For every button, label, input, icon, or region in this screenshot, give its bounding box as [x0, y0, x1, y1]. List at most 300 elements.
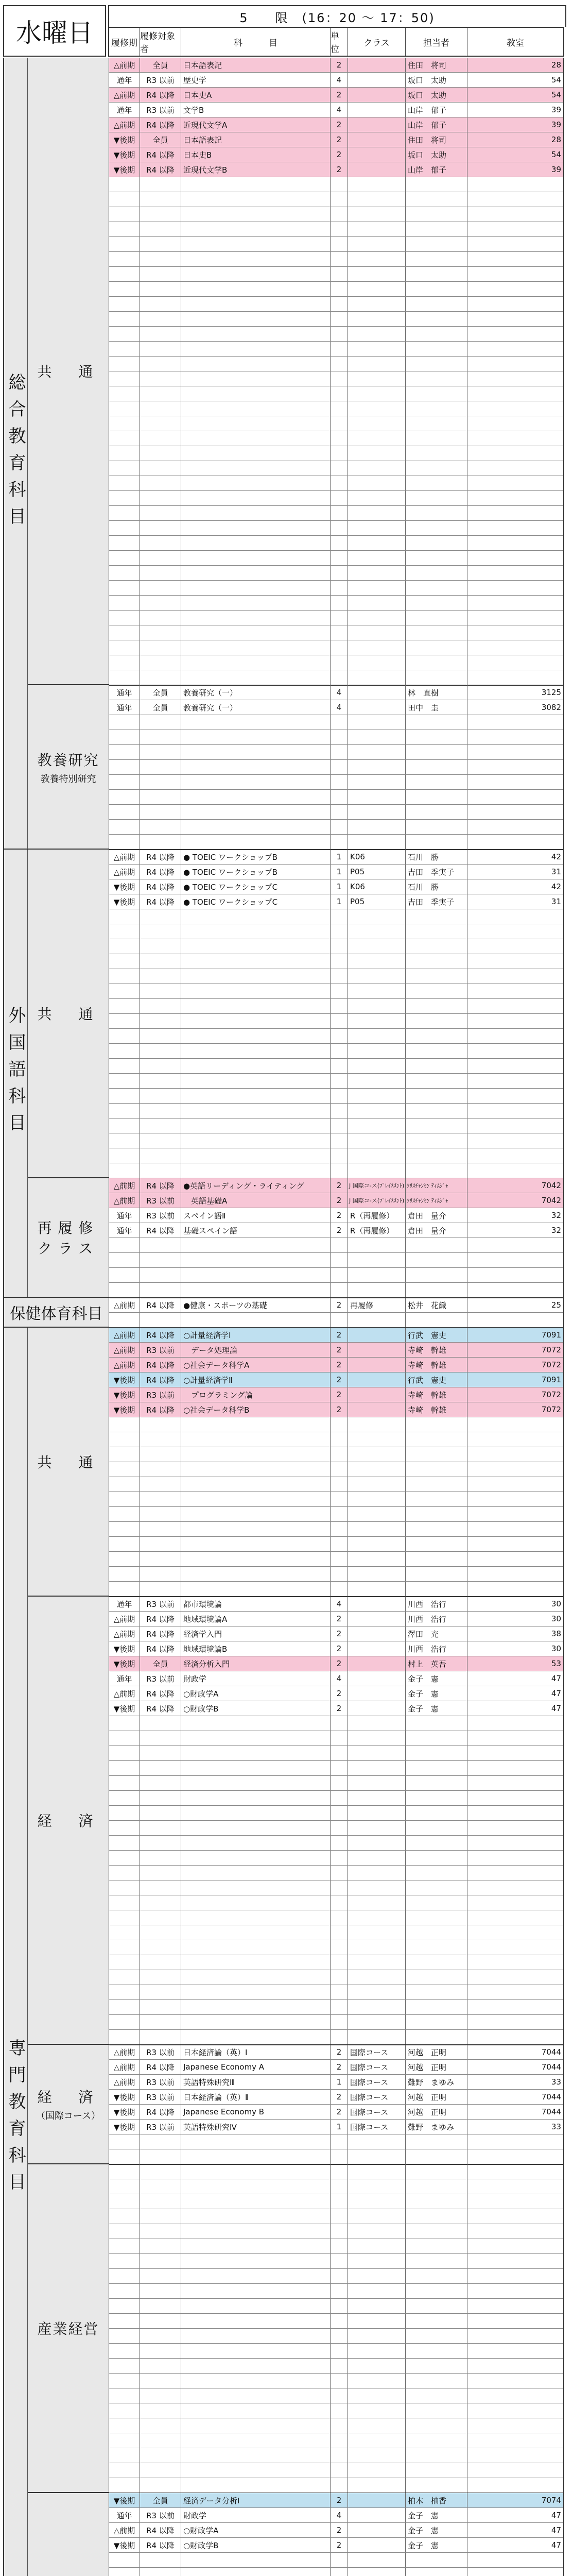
class-cell — [348, 1716, 406, 1731]
term-cell: △前期 — [109, 865, 140, 879]
table-row — [109, 1402, 563, 1417]
room-cell — [467, 566, 563, 580]
empty-row — [109, 2030, 563, 2045]
units-cell — [331, 2015, 348, 2029]
subject-cell — [181, 386, 331, 401]
term-cell — [109, 1851, 140, 1865]
units-cell — [331, 491, 348, 505]
units-cell — [331, 820, 348, 834]
units-cell: 2 — [331, 88, 348, 102]
category-hoken: 保健体育科目 — [4, 1298, 109, 1328]
subject-cell — [181, 2568, 331, 2576]
empty-row — [109, 954, 563, 969]
target-cell: R4 以降 — [140, 865, 181, 879]
class-cell — [348, 461, 406, 476]
target-header: 履修対象者 — [140, 28, 181, 56]
subject-cell: 教養研究（一） — [181, 685, 331, 700]
empty-row — [109, 1148, 563, 1163]
class-cell — [348, 685, 406, 700]
term-cell — [109, 1582, 140, 1596]
target-cell — [140, 1417, 181, 1432]
units-cell — [331, 1462, 348, 1477]
term-cell — [109, 491, 140, 505]
teacher-cell — [406, 177, 467, 192]
term-cell — [109, 1283, 140, 1297]
class-cell: 国際コース — [348, 2105, 406, 2119]
units-cell — [331, 924, 348, 939]
subject-cell — [181, 1537, 331, 1551]
class-cell — [348, 790, 406, 804]
room-cell — [467, 2418, 563, 2433]
subject-cell — [181, 2254, 331, 2268]
term-cell — [109, 521, 140, 535]
target-cell — [140, 1447, 181, 1462]
subject-cell — [181, 1313, 331, 1327]
empty-row — [109, 2164, 563, 2179]
units-cell: 2 — [331, 1343, 348, 1357]
units-cell: 2 — [331, 1298, 348, 1312]
empty-row — [109, 1537, 563, 1552]
target-cell — [140, 2239, 181, 2253]
table-row — [109, 2493, 563, 2508]
table-row — [109, 132, 563, 147]
empty-row — [109, 715, 563, 730]
target-cell — [140, 581, 181, 595]
subject-cell: ● TOEIC ワークショップB — [181, 850, 331, 864]
subject-cell — [181, 207, 331, 222]
units-cell — [331, 297, 348, 311]
subject-cell: ● TOEIC ワークショップC — [181, 879, 331, 894]
class-cell: P05 — [348, 865, 406, 879]
teacher-cell — [406, 1552, 467, 1566]
units-cell — [331, 1895, 348, 1910]
term-cell — [109, 2359, 140, 2373]
room-cell — [467, 2299, 563, 2313]
target-cell — [140, 2209, 181, 2224]
subject-cell — [181, 192, 331, 207]
units-cell: 1 — [331, 865, 348, 879]
subject-cell — [181, 1836, 331, 1850]
room-cell — [467, 1776, 563, 1790]
subject-cell — [181, 237, 331, 251]
class-cell — [348, 1059, 406, 1073]
class-cell — [348, 2388, 406, 2403]
teacher-cell — [406, 2194, 467, 2209]
target-cell: R4 以降 — [140, 1298, 181, 1312]
subject-cell — [181, 1761, 331, 1775]
units-cell — [331, 805, 348, 819]
empty-row — [109, 1955, 563, 1970]
empty-row — [109, 581, 563, 596]
target-cell — [140, 2164, 181, 2179]
term-cell: ▼後期 — [109, 1641, 140, 1656]
teacher-cell — [406, 2448, 467, 2463]
class-cell — [348, 2209, 406, 2224]
subject-cell — [181, 655, 331, 670]
empty-row — [109, 1492, 563, 1507]
room-cell — [467, 2448, 563, 2463]
subject-cell — [181, 1492, 331, 1506]
target-cell — [140, 1104, 181, 1118]
room-cell — [467, 1880, 563, 1895]
empty-row — [109, 1567, 563, 1582]
empty-row — [109, 1851, 563, 1866]
units-cell — [331, 730, 348, 744]
class-cell — [348, 431, 406, 446]
empty-row — [109, 670, 563, 685]
term-cell — [109, 655, 140, 670]
target-cell: R4 以降 — [140, 2060, 181, 2074]
subject-cell — [181, 1118, 331, 1133]
empty-row — [109, 2448, 563, 2463]
class-cell — [348, 1552, 406, 1566]
subject-cell — [181, 581, 331, 595]
target-cell — [140, 2254, 181, 2268]
target-cell: 全員 — [140, 685, 181, 700]
table-row — [109, 1358, 563, 1372]
empty-row — [109, 2344, 563, 2359]
target-cell: R4 以降 — [140, 2538, 181, 2552]
subject-header: 科 目 — [181, 28, 331, 56]
subject-cell — [181, 2239, 331, 2253]
teacher-cell: 田中 圭 — [406, 700, 467, 715]
units-cell — [331, 745, 348, 759]
empty-row — [109, 312, 563, 327]
room-cell — [467, 2209, 563, 2224]
subject-cell — [181, 416, 331, 431]
units-cell — [331, 2194, 348, 2209]
table-row — [109, 2045, 563, 2060]
term-cell — [109, 2164, 140, 2179]
target-cell: R4 以降 — [140, 1626, 181, 1641]
subject-cell — [181, 1567, 331, 1581]
teacher-cell — [406, 416, 467, 431]
term-cell — [109, 715, 140, 730]
teacher-cell — [406, 2403, 467, 2418]
class-cell — [348, 177, 406, 192]
teacher-cell: 寺崎 幹雄 — [406, 1358, 467, 1372]
class-cell — [348, 596, 406, 610]
target-cell — [140, 730, 181, 744]
target-cell — [140, 2224, 181, 2239]
units-cell — [331, 1776, 348, 1790]
units-cell — [331, 1940, 348, 1955]
room-cell — [467, 715, 563, 730]
subject-cell: 日本語表記 — [181, 58, 331, 72]
target-cell — [140, 969, 181, 984]
units-cell — [331, 969, 348, 984]
class-cell — [348, 805, 406, 819]
room-cell — [467, 760, 563, 774]
teacher-cell: 金子 憲 — [406, 2538, 467, 2552]
table-row — [109, 2523, 563, 2538]
units-cell: 2 — [331, 2538, 348, 2552]
subject-cell — [181, 939, 331, 954]
subject-cell: 日本経済論（英）Ⅰ — [181, 2045, 331, 2059]
subcategory-sangyo — [28, 2164, 109, 2493]
units-cell — [331, 2568, 348, 2576]
subject-cell: 経済分析入門 — [181, 1656, 331, 1671]
room-cell — [467, 357, 563, 371]
class-cell — [348, 342, 406, 356]
class-cell — [348, 2194, 406, 2209]
target-cell — [140, 1940, 181, 1955]
class-cell — [348, 2329, 406, 2343]
subject-cell — [181, 909, 331, 924]
target-cell — [140, 909, 181, 924]
class-cell — [348, 446, 406, 461]
teacher-cell — [406, 2015, 467, 2029]
empty-row — [109, 1462, 563, 1477]
room-cell — [467, 611, 563, 625]
units-cell — [331, 1567, 348, 1581]
teacher-cell — [406, 2209, 467, 2224]
term-cell — [109, 1866, 140, 1880]
term-cell — [109, 1567, 140, 1581]
units-cell — [331, 999, 348, 1013]
empty-row — [109, 1970, 563, 1985]
empty-row — [109, 2314, 563, 2329]
subject-cell — [181, 984, 331, 998]
term-cell — [109, 1074, 140, 1088]
target-cell: R3 以前 — [140, 1671, 181, 1686]
term-cell: 通年 — [109, 1597, 140, 1611]
teacher-cell — [406, 760, 467, 774]
class-cell — [348, 103, 406, 117]
table-row — [109, 1671, 563, 1686]
target-cell — [140, 461, 181, 476]
room-cell — [467, 1029, 563, 1043]
empty-row — [109, 1283, 563, 1298]
class-cell — [348, 1163, 406, 1178]
subject-cell — [181, 2433, 331, 2448]
subcategory-keizai-kokusai — [28, 2045, 109, 2164]
target-cell — [140, 1552, 181, 1566]
class-cell — [348, 2314, 406, 2328]
room-cell — [467, 2553, 563, 2567]
units-cell — [331, 2179, 348, 2194]
room-cell: 33 — [551, 2077, 561, 2087]
units-cell — [331, 386, 348, 401]
units-cell — [331, 1104, 348, 1118]
class-cell — [348, 2568, 406, 2576]
units-cell — [331, 670, 348, 685]
units-cell — [331, 1074, 348, 1088]
subject-cell: スペイン語Ⅱ — [181, 1208, 331, 1223]
units-cell — [331, 625, 348, 640]
term-cell — [109, 2403, 140, 2418]
units-cell: 2 — [331, 1641, 348, 1656]
term-cell — [109, 1118, 140, 1133]
units-cell — [331, 2134, 348, 2149]
class-cell — [348, 1791, 406, 1805]
target-cell — [140, 984, 181, 998]
term-cell — [109, 342, 140, 356]
teacher-cell — [406, 2344, 467, 2358]
empty-row — [109, 1716, 563, 1731]
term-cell: ▼後期 — [109, 1402, 140, 1417]
subject-cell — [181, 267, 331, 281]
teacher-cell — [406, 835, 467, 849]
subject-cell: ○計量経済学Ⅰ — [181, 1328, 331, 1342]
subcategory-label: 共 通 — [37, 1006, 99, 1023]
target-cell — [140, 2134, 181, 2149]
units-cell — [331, 282, 348, 296]
subject-cell: ○計量経済学Ⅱ — [181, 1372, 331, 1387]
target-cell — [140, 805, 181, 819]
target-cell — [140, 1268, 181, 1282]
term-cell — [109, 775, 140, 789]
units-cell — [331, 2359, 348, 2373]
teacher-cell — [406, 1880, 467, 1895]
target-cell — [140, 2433, 181, 2448]
units-cell — [331, 1447, 348, 1462]
class-cell — [348, 416, 406, 431]
room-cell — [467, 1791, 563, 1805]
teacher-cell — [406, 476, 467, 490]
room-cell: 7072 — [541, 1345, 561, 1354]
room-cell — [467, 1970, 563, 1985]
teacher-cell — [406, 1477, 467, 1492]
term-cell: △前期 — [109, 1298, 140, 1312]
target-cell — [140, 2418, 181, 2433]
class-cell — [348, 2179, 406, 2194]
room-cell — [467, 745, 563, 759]
empty-row — [109, 1313, 563, 1328]
target-cell — [140, 1044, 181, 1058]
class-cell — [348, 536, 406, 550]
empty-row — [109, 1507, 563, 1522]
subcategory-label: 教養研究 — [37, 751, 99, 769]
term-cell — [109, 1806, 140, 1820]
term-cell — [109, 506, 140, 520]
teacher-cell — [406, 1537, 467, 1551]
empty-row — [109, 2388, 563, 2403]
room-cell: 33 — [551, 2122, 561, 2131]
term-cell: ▼後期 — [109, 2538, 140, 2552]
units-cell: 4 — [331, 73, 348, 87]
term-cell — [109, 939, 140, 954]
class-cell — [348, 2224, 406, 2239]
class-cell — [348, 132, 406, 147]
subject-cell — [181, 1253, 331, 1267]
units-cell — [331, 1537, 348, 1551]
class-cell — [348, 1656, 406, 1671]
target-cell — [140, 2314, 181, 2328]
subject-cell — [181, 820, 331, 834]
units-cell — [331, 1432, 348, 1447]
room-cell: 7072 — [541, 1405, 561, 1414]
subject-cell — [181, 551, 331, 565]
class-cell — [348, 1612, 406, 1626]
subject-cell: ●健康・スポーツの基礎 — [181, 1298, 331, 1312]
term-cell — [109, 2224, 140, 2239]
units-cell — [331, 1746, 348, 1760]
empty-row — [109, 820, 563, 835]
class-cell — [348, 611, 406, 625]
units-cell — [331, 2239, 348, 2253]
room-cell: 47 — [551, 1689, 561, 1698]
subject-cell — [181, 357, 331, 371]
class-cell — [348, 297, 406, 311]
term-cell — [109, 1432, 140, 1447]
empty-row — [109, 2463, 563, 2478]
class-cell — [348, 1044, 406, 1058]
teacher-cell — [406, 1059, 467, 1073]
class-cell — [348, 984, 406, 998]
teacher-cell — [406, 805, 467, 819]
teacher-cell — [406, 1447, 467, 1462]
room-cell — [467, 2254, 563, 2268]
teacher-cell — [406, 566, 467, 580]
room-cell: 7044 — [541, 2047, 561, 2057]
empty-row — [109, 1522, 563, 1537]
class-cell — [348, 1358, 406, 1372]
units-cell — [331, 1133, 348, 1148]
target-cell — [140, 1970, 181, 1985]
class-cell — [348, 2164, 406, 2179]
target-cell — [140, 1567, 181, 1581]
subject-cell — [181, 1462, 331, 1477]
class-cell — [348, 969, 406, 984]
target-cell: R4 以降 — [140, 1358, 181, 1372]
class-cell — [348, 1671, 406, 1686]
class-cell — [348, 1940, 406, 1955]
term-cell — [109, 1761, 140, 1775]
table-row — [109, 894, 563, 909]
target-cell: R3 以前 — [140, 103, 181, 117]
teacher-cell — [406, 2388, 467, 2403]
class-cell — [348, 1492, 406, 1506]
teacher-cell: 村上 英吾 — [406, 1656, 467, 1671]
teacher-cell — [406, 909, 467, 924]
target-cell — [140, 1014, 181, 1028]
target-cell: 全員 — [140, 1656, 181, 1671]
class-cell — [348, 2523, 406, 2537]
teacher-cell: 行武 憲史 — [406, 1328, 467, 1342]
target-cell — [140, 491, 181, 505]
table-row — [109, 1178, 563, 1193]
target-cell — [140, 1791, 181, 1805]
teacher-cell — [406, 1238, 467, 1252]
room-cell — [467, 1268, 563, 1282]
units-cell: 2 — [331, 147, 348, 162]
empty-row — [109, 1163, 563, 1178]
term-cell — [109, 969, 140, 984]
target-cell — [140, 252, 181, 266]
teacher-cell — [406, 1776, 467, 1790]
term-cell — [109, 790, 140, 804]
term-cell: ▼後期 — [109, 132, 140, 147]
subject-cell: 地域環境論B — [181, 1641, 331, 1656]
term-cell — [109, 267, 140, 281]
teacher-cell: 寺崎 幹雄 — [406, 1387, 467, 1402]
units-cell — [331, 177, 348, 192]
term-cell — [109, 625, 140, 640]
units-cell: 2 — [331, 1193, 348, 1208]
teacher-cell — [406, 2463, 467, 2478]
teacher-cell — [406, 954, 467, 969]
target-cell — [140, 1731, 181, 1745]
empty-row — [109, 909, 563, 924]
subject-cell — [181, 1268, 331, 1282]
teacher-cell — [406, 625, 467, 640]
class-cell: 国際コース — [348, 2045, 406, 2059]
teacher-cell — [406, 2030, 467, 2044]
room-cell — [467, 581, 563, 595]
class-cell — [348, 1895, 406, 1910]
term-cell — [109, 984, 140, 998]
